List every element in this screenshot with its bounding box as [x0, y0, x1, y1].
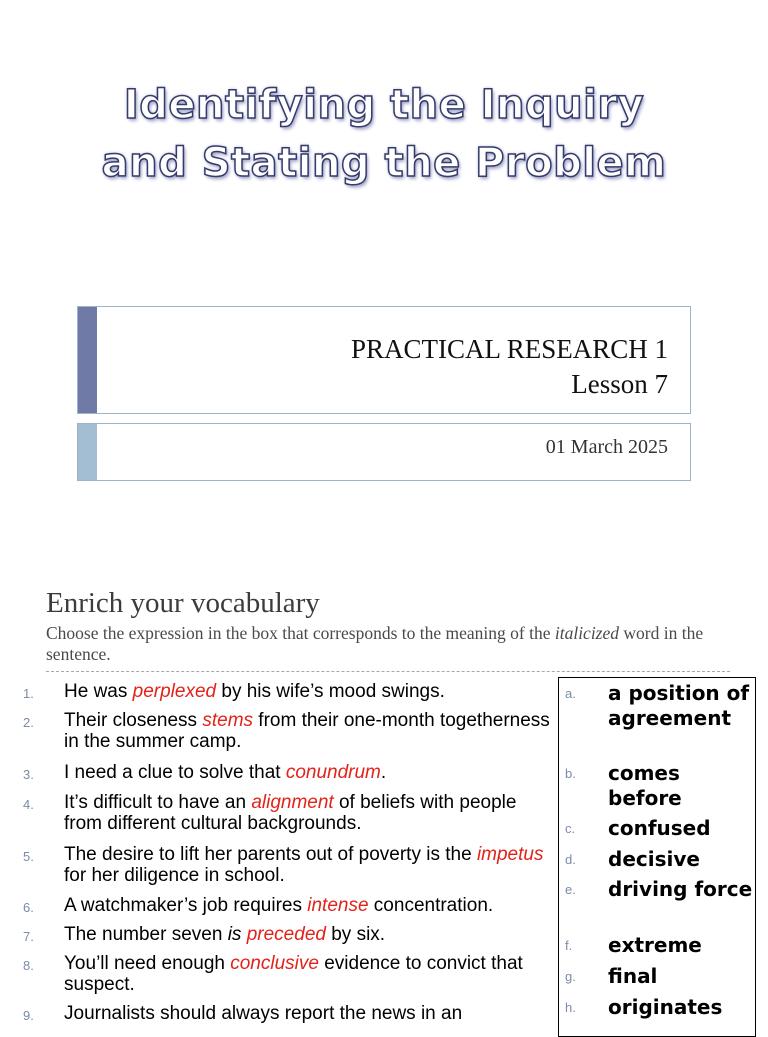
- choice-letter: f.: [565, 938, 573, 953]
- sentence-number: 7.: [23, 929, 34, 944]
- choice-text: confused: [608, 816, 711, 840]
- sentence-keyword: perplexed: [132, 681, 217, 702]
- choice-text: driving force: [608, 877, 753, 901]
- date-accent-bar: [78, 424, 97, 480]
- vocabulary-instructions: [46, 623, 726, 665]
- sentence-keyword: alignment: [251, 792, 334, 813]
- sentence-text: evidence to convict that suspect.: [64, 953, 523, 995]
- choice-text: originates: [608, 995, 723, 1019]
- sentence-text: by his wife’s mood swings.: [216, 681, 445, 702]
- choice-letter: d.: [565, 852, 576, 867]
- choice-letter: b.: [565, 766, 576, 781]
- choice-letter: g.: [565, 969, 576, 984]
- vocabulary-slide: [0, 560, 768, 1024]
- instructions-text-end: word in the sentence.: [46, 623, 704, 664]
- choice-text: decisive: [608, 847, 700, 871]
- sentence-text: from their one-month togetherness in the summer camp.: [64, 710, 550, 752]
- subtitle-accent-bar: [78, 307, 97, 413]
- sentence-keyword: conundrum: [285, 762, 381, 783]
- sentence-text: Journalists should always report the news in an: [64, 1003, 463, 1024]
- sentence-text: The number seven: [64, 924, 228, 945]
- sentence-number: 9.: [23, 1008, 34, 1023]
- sentence-number: 8.: [23, 958, 34, 973]
- sentence-text: It’s difficult to have an: [64, 792, 252, 813]
- sentence-number: 1.: [23, 686, 34, 701]
- date-text: 01 March 2025: [545, 436, 668, 458]
- choice-text: a position of agreement: [608, 681, 750, 730]
- sentence-text: of beliefs with people from different cultural backgrounds.: [64, 792, 517, 834]
- sentence-number: 6.: [23, 900, 34, 915]
- date-box: [77, 423, 691, 481]
- sentence-number: 3.: [23, 767, 34, 782]
- choice-letter: c.: [565, 821, 576, 836]
- divider: [46, 671, 730, 672]
- sentence-keyword: impetus: [476, 844, 544, 865]
- answer-choices-box: [558, 677, 756, 1037]
- sentence-text: concentration.: [368, 895, 494, 916]
- sentence-number: 5.: [23, 849, 34, 864]
- instructions-italic-word: italicized: [554, 623, 620, 643]
- sentence-italic-word: is: [227, 924, 242, 945]
- choice-text: final: [608, 964, 658, 988]
- sentence-text: You’ll need enough: [64, 953, 231, 974]
- sentence-text: He was: [64, 681, 133, 702]
- sentence-text: for her diligence in school.: [64, 865, 285, 886]
- sentence-text: by six.: [325, 924, 386, 945]
- sentence-number: 4.: [23, 797, 34, 812]
- sentence-text: A watchmaker’s job requires: [64, 895, 308, 916]
- sentence-number: 2.: [23, 715, 34, 730]
- vocabulary-heading: Enrich your vocabulary: [46, 587, 320, 619]
- title-line-1: Identifying the Inquiry: [123, 82, 645, 128]
- subtitle-box: [77, 306, 691, 414]
- choice-text: extreme: [608, 933, 702, 957]
- sentence-text: The desire to lift her parents out of poverty is the: [64, 844, 477, 865]
- sentence-keyword: preceded: [246, 924, 326, 945]
- sentence-text: I need a clue to solve that: [64, 762, 286, 783]
- course-title: PRACTICAL RESEARCH 1: [350, 334, 668, 364]
- sentence-keyword: stems: [202, 710, 254, 731]
- choice-text: comes before: [608, 761, 682, 810]
- choice-letter: e.: [565, 882, 576, 897]
- choice-letter: a.: [565, 686, 576, 701]
- choice-letter: h.: [565, 1000, 576, 1015]
- lesson-number: Lesson 7: [571, 369, 668, 399]
- sentence-keyword: conclusive: [230, 953, 319, 974]
- title-line-2: and Stating the Problem: [101, 140, 667, 186]
- sentence-text: .: [380, 762, 387, 783]
- sentence-keyword: intense: [307, 895, 369, 916]
- sentence-text: Their closeness: [64, 710, 203, 731]
- instructions-text: Choose the expression in the box that corresponds to the meaning of the: [46, 623, 555, 643]
